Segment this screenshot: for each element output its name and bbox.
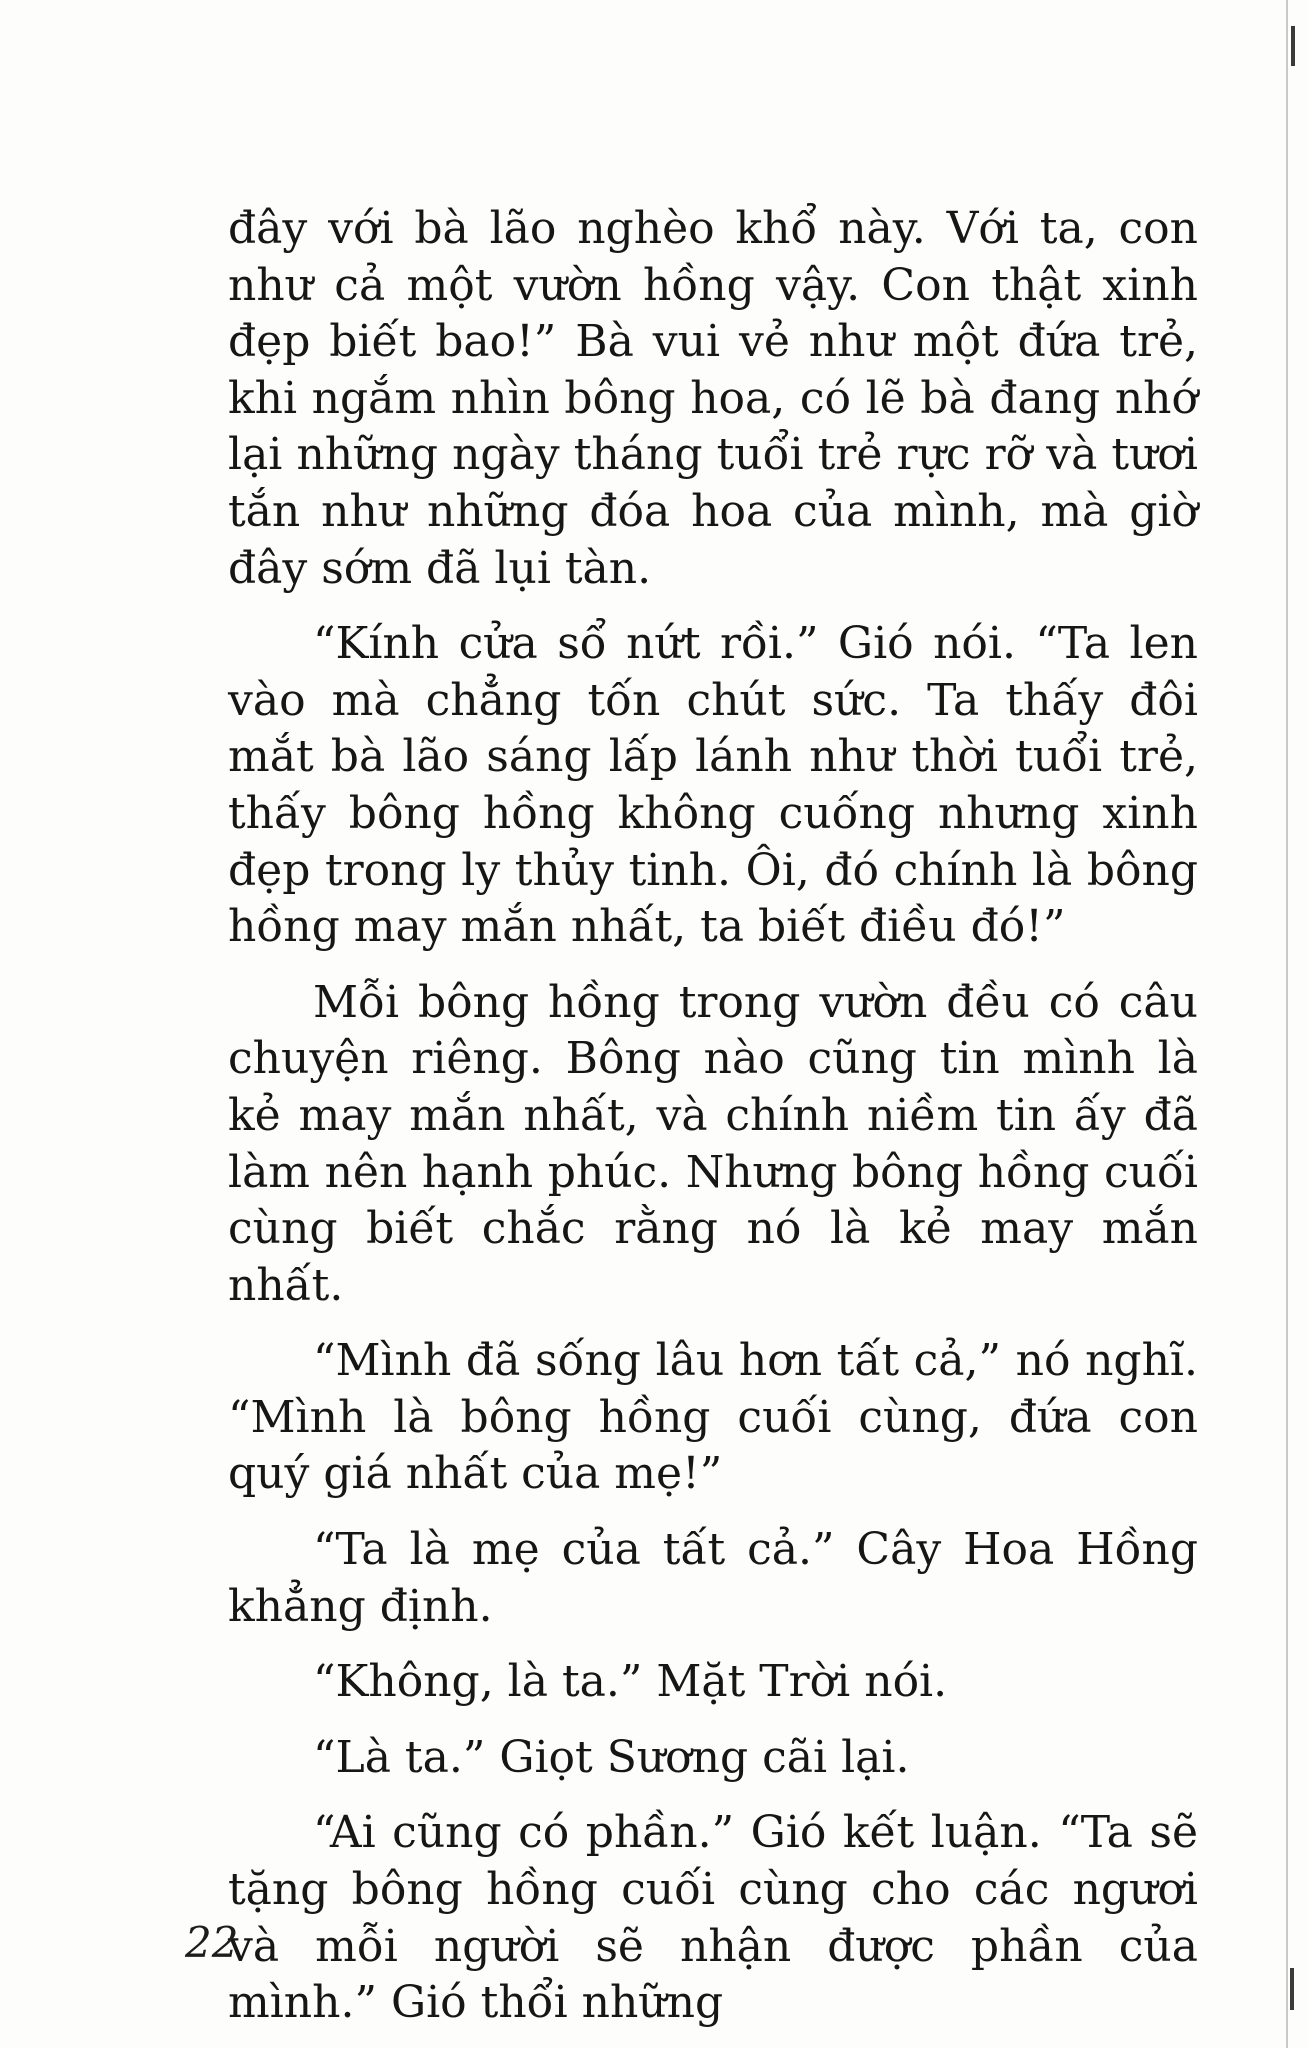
- page-edge-mark-top: [1291, 26, 1295, 66]
- body-text: [228, 201, 1198, 2051]
- page-edge: [1286, 0, 1288, 2048]
- paragraph-8: “Ai cũng có phần.” Gió kết luận. “Ta sẽ tặng bông hồng cuối cùng cho các ngươi và mỗi người sẽ nhận được phần của mình.” Gió thổi những: [228, 1807, 1198, 2029]
- paragraph-3: Mỗi bông hồng trong vườn đều có câu chuyện riêng. Bông nào cũng tin mình là kẻ may mắn nhất, và chính niềm tin ấy đã làm nên hạnh phúc. Nhưng bông hồng cuối cùng biết chắc rằng nó là kẻ may mắn nhất.: [228, 976, 1198, 1311]
- page-edge-mark-bottom: [1290, 1968, 1294, 2010]
- paragraph-4: “Mình đã sống lâu hơn tất cả,” nó nghĩ. “Mình là bông hồng cuối cùng, đứa con quý giá nhất của mẹ!”: [228, 1335, 1198, 1500]
- paragraph-1: đây với bà lão nghèo khổ này. Với ta, con như cả một vườn hồng vậy. Con thật xinh đẹp biết bao!” Bà vui vẻ như một đứa trẻ, khi ngắm nhìn bông hoa, có lẽ bà đang nhớ lại những ngày tháng tuổi trẻ rực rỡ và tươi tắn như những đóa hoa của mình, mà giờ đây sớm đã lụi tàn.: [228, 203, 1198, 594]
- paragraph-6: “Không, là ta.” Mặt Trời nói.: [313, 1656, 948, 1708]
- paragraph-7: “Là ta.” Giọt Sương cãi lại.: [313, 1731, 910, 1783]
- page-number: 22: [185, 1918, 239, 1967]
- paragraph-2: “Kính cửa sổ nứt rồi.” Gió nói. “Ta len vào mà chẳng tốn chút sức. Ta thấy đôi mắt bà lão sáng lấp lánh như thời tuổi trẻ, thấy bông hồng không cuống nhưng xinh đẹp trong ly thủy tinh. Ôi, đó chính là bông hồng may mắn nhất, ta biết điều đó!”: [228, 618, 1198, 953]
- paragraph-5: “Ta là mẹ của tất cả.” Cây Hoa Hồng khẳng định.: [228, 1524, 1198, 1632]
